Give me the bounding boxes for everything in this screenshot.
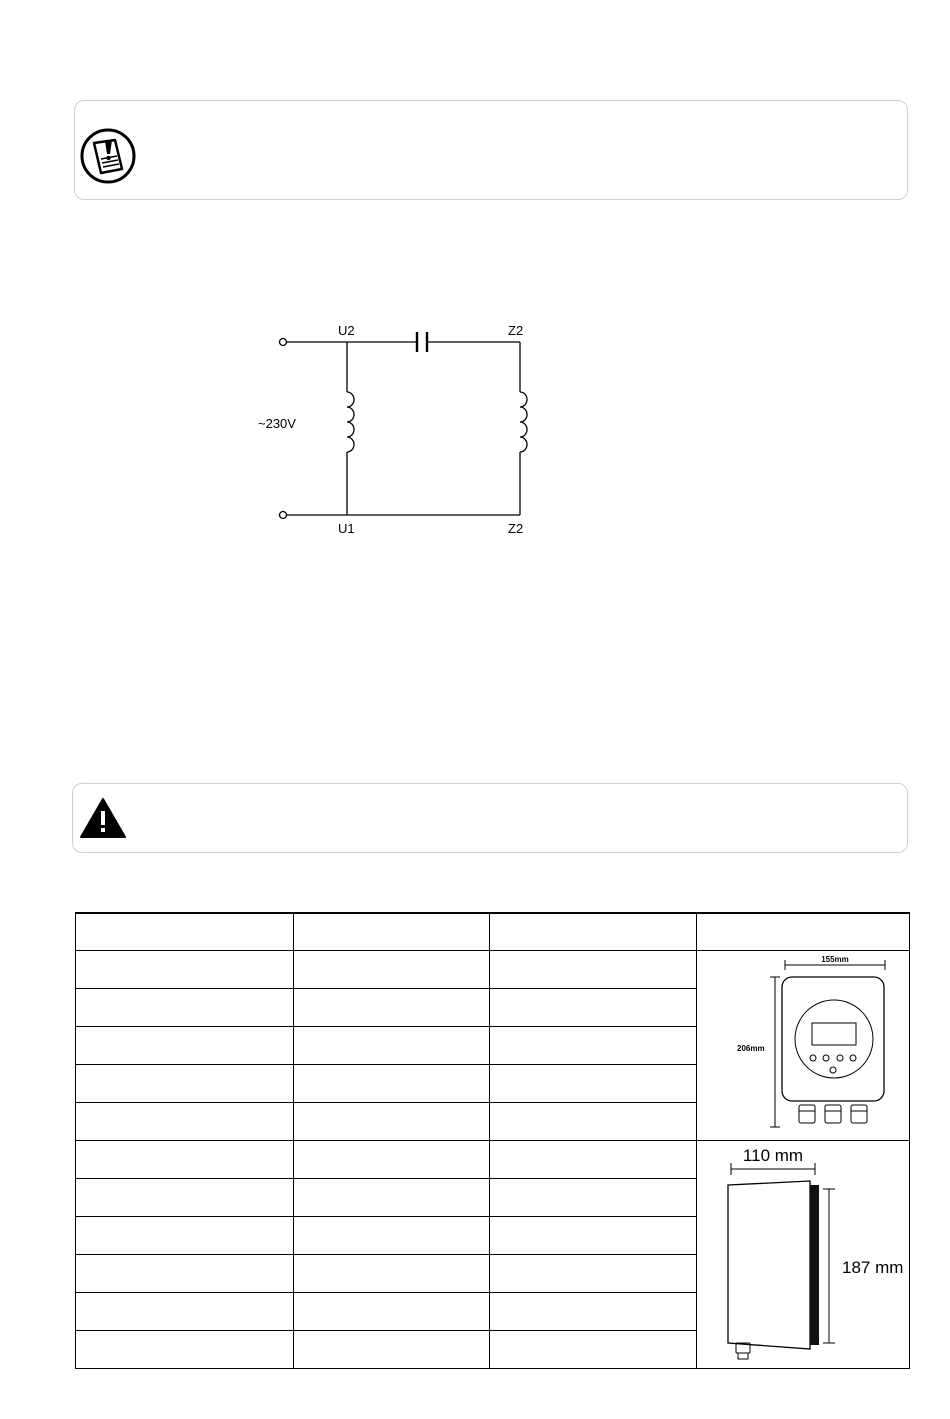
table-row xyxy=(76,951,910,989)
front-height-label: 206mm xyxy=(737,1044,765,1053)
read-manual-icon xyxy=(79,127,137,185)
table-cell xyxy=(490,951,697,989)
front-view-cell xyxy=(697,951,910,1141)
table-header-cell xyxy=(76,913,294,951)
table-cell xyxy=(76,1179,294,1217)
table-cell xyxy=(490,1331,697,1369)
manual-notice-box xyxy=(74,100,908,200)
table-cell xyxy=(294,1065,490,1103)
table-cell xyxy=(294,951,490,989)
table-cell xyxy=(294,1217,490,1255)
table-cell xyxy=(490,989,697,1027)
table-cell xyxy=(490,1103,697,1141)
table-cell xyxy=(490,1027,697,1065)
table-header-cell xyxy=(294,913,490,951)
table-cell xyxy=(76,1065,294,1103)
label-u2: U2 xyxy=(338,323,355,338)
table-cell xyxy=(294,1141,490,1179)
supply-terminal-bottom xyxy=(280,512,287,519)
label-z2-top: Z2 xyxy=(508,323,524,338)
motor-wiring-diagram xyxy=(250,318,550,548)
table-cell xyxy=(490,1065,697,1103)
table-cell xyxy=(294,1179,490,1217)
table-cell xyxy=(76,1141,294,1179)
table-cell xyxy=(294,989,490,1027)
label-u1: U1 xyxy=(338,521,355,536)
label-z2-bottom: Z2 xyxy=(508,521,524,536)
side-view-cell xyxy=(697,1141,910,1369)
table-cell xyxy=(294,1293,490,1331)
table-row xyxy=(76,1141,910,1179)
table-cell xyxy=(76,1217,294,1255)
warning-triangle-icon xyxy=(80,797,126,839)
front-width-label: 155mm xyxy=(821,955,849,964)
aux-winding-coil xyxy=(520,392,527,452)
table-header-row xyxy=(76,913,910,951)
table-cell xyxy=(76,1293,294,1331)
table-header-cell xyxy=(697,913,910,951)
specification-table xyxy=(75,912,910,1369)
table-cell xyxy=(76,951,294,989)
table-cell xyxy=(76,1331,294,1369)
warning-notice-box xyxy=(72,783,908,853)
table-cell xyxy=(490,1217,697,1255)
label-supply-voltage: ~230V xyxy=(258,416,296,431)
table-cell xyxy=(76,989,294,1027)
main-winding-coil xyxy=(347,392,354,452)
table-cell xyxy=(294,1103,490,1141)
table-header-cell xyxy=(490,913,697,951)
table-cell xyxy=(294,1027,490,1065)
table-cell xyxy=(490,1293,697,1331)
side-dimension-drawing xyxy=(703,1141,903,1363)
table-cell xyxy=(490,1255,697,1293)
table-cell xyxy=(76,1255,294,1293)
supply-terminal-top xyxy=(280,339,287,346)
side-height-label: 187 mm xyxy=(842,1258,903,1277)
table-cell xyxy=(490,1141,697,1179)
table-cell xyxy=(76,1103,294,1141)
table-cell xyxy=(294,1331,490,1369)
table-cell xyxy=(294,1255,490,1293)
front-dimension-drawing xyxy=(703,951,903,1135)
side-depth-label: 110 mm xyxy=(742,1146,804,1165)
table-cell xyxy=(76,1027,294,1065)
table-cell xyxy=(490,1179,697,1217)
